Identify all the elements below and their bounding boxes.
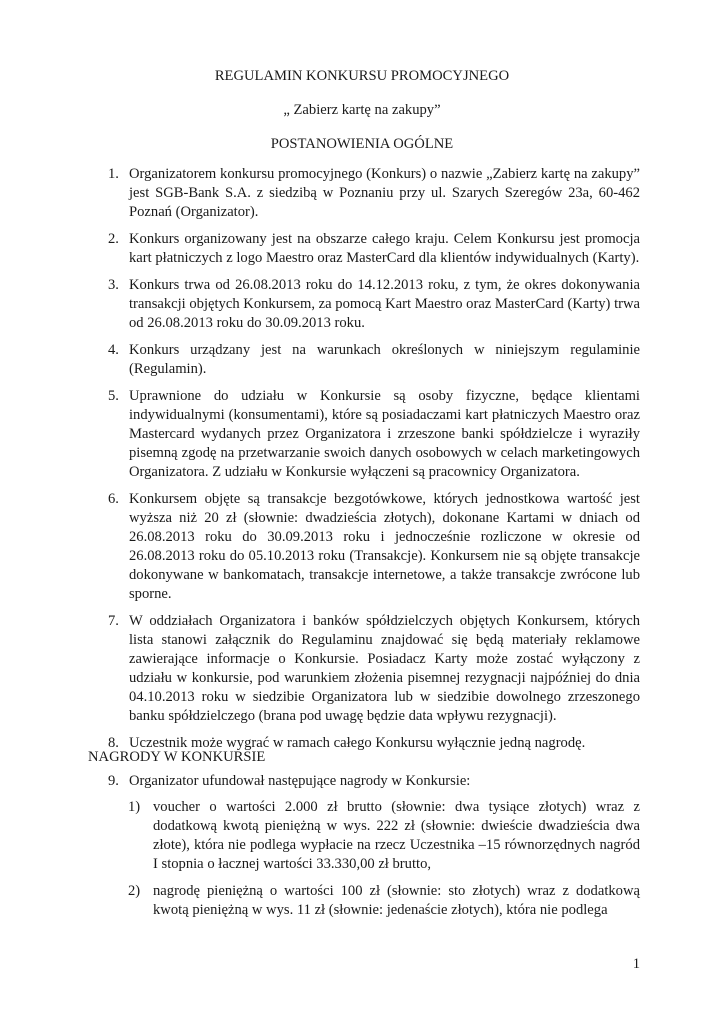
sublist-item-text: voucher o wartości 2.000 zł brutto (słownie: dwa tysiące złotych) wraz z dodatkową kwotą pieniężną w wys. 222 zł (słownie: dwieście dwadzieścia dwa złote), która nie podlega wypłacie na rzecz Uczestnika –15 równorzędnych nagród I stopnia o łacznej wartości 33.330,00 zł brutto,: [153, 799, 640, 872]
list-item-number: 4.: [108, 342, 119, 358]
list-item-text: Uczestnik może wygrać w ramach całego Konkursu wyłącznie jedną nagrodę.: [129, 735, 586, 751]
list-item-number: 9.: [108, 773, 119, 789]
list-item: [108, 772, 640, 791]
list-item-text: Organizatorem konkursu promocyjnego (Konkurs) o nazwie „Zabierz kartę na zakupy” jest SGB-Bank S.A. z siedzibą w Poznaniu przy ul. Szarych Szeregów 23a, 60-462 Poznań (Organizator).: [129, 166, 640, 220]
list-item: [108, 165, 640, 222]
list-item: [108, 490, 640, 604]
document-subtitle: „ Zabierz kartę na zakupy”: [283, 102, 441, 118]
page-number: 1: [632, 956, 640, 972]
list-item-number: 6.: [108, 491, 119, 507]
document-title: REGULAMIN KONKURSU PROMOCYJNEGO: [214, 68, 510, 84]
list-item-text: W oddziałach Organizatora i banków spółdzielczych objętych Konkursem, których lista stanowi załącznik do Regulaminu znajdować się będą materiały reklamowe zawierające informacje o Konkursie. Posiadacz Karty może zostać wyłączony z udziału w konkursie, pod warunkiem złożenia pisemnej rezygnacji najpóźniej do dnia 04.10.2013 roku w siedzibie Organizatora lub w siedzibie dowolnego zrzeszonego banku spółdzielczego (brana pod uwagę będzie data wpływu rezygnacji).: [129, 613, 640, 724]
sublist-item: [128, 882, 640, 920]
sublist-item: [128, 798, 640, 874]
list-item-text: Konkurs trwa od 26.08.2013 roku do 14.12.2013 roku, z tym, że okres dokonywania transakcji objętych Konkursem, za pomocą Kart Maestro oraz MasterCard (Karty) trwa od 26.08.2013 roku do 30.09.2013 roku.: [129, 277, 640, 331]
list-item-number: 3.: [108, 277, 119, 293]
prizes-list: [108, 772, 640, 799]
sublist-item-number: 1): [128, 799, 141, 815]
list-item: [108, 387, 640, 482]
list-item-number: 8.: [108, 735, 119, 751]
list-item-text: Organizator ufundował następujące nagrody w Konkursie:: [129, 773, 471, 789]
list-item-text: Konkurs organizowany jest na obszarze całego kraju. Celem Konkursu jest promocja kart płatniczych z logo Maestro oraz MasterCard dla klientów indywidualnych (Karty).: [129, 231, 640, 266]
sublist-item-number: 2): [128, 883, 141, 899]
list-item-number: 2.: [108, 231, 119, 247]
list-item-text: Konkurs urządzany jest na warunkach określonych w niniejszym regulaminie (Regulamin).: [129, 342, 640, 377]
sublist-item-text: nagrodę pieniężną o wartości 100 zł (słownie: sto złotych) wraz z dodatkową kwotą pieniężną w wys. 11 zł (słownie: jedenaście złotych), która nie podlega: [153, 883, 640, 918]
prizes-sublist: [128, 798, 640, 928]
list-item-number: 7.: [108, 613, 119, 629]
general-provisions-list: [108, 165, 640, 761]
list-item: [108, 612, 640, 726]
list-item-number: 1.: [108, 166, 119, 182]
list-item: [108, 230, 640, 268]
list-item-text: Uprawnione do udziału w Konkursie są osoby fizyczne, będące klientami indywidualnymi (konsumentami), które są posiadaczami kart płatniczych Maestro oraz Mastercard wydanych przez Organizatora i zrzeszone banki spółdzielcze i wyraziły pisemną zgodę na przetwarzanie swoich danych osobowych w celach marketingowych Organizatora. Z udziału w Konkursie wyłączeni są pracownicy Organizatora.: [129, 388, 640, 480]
list-item-text: Konkursem objęte są transakcje bezgotówkowe, których jednostkowa wartość jest wyższa niż 20 zł (słownie: dwadzieścia złotych), dokonane Kartami w dniach od 26.08.2013 roku do 30.09.2013 roku i jednocześnie rozliczone w okresie od 26.08.2013 roku do 05.10.2013 roku (Transakcje). Konkursem nie są objęte transakcje dokonywane w bankomatach, transakcje internetowe, a także transakcje zwrócone lub sporne.: [129, 491, 640, 602]
section-heading-general: POSTANOWIENIA OGÓLNE: [270, 136, 454, 152]
section-heading-prizes: NAGRODY W KONKURSIE: [88, 749, 266, 765]
list-item: [108, 276, 640, 333]
list-item-number: 5.: [108, 388, 119, 404]
list-item: [108, 341, 640, 379]
